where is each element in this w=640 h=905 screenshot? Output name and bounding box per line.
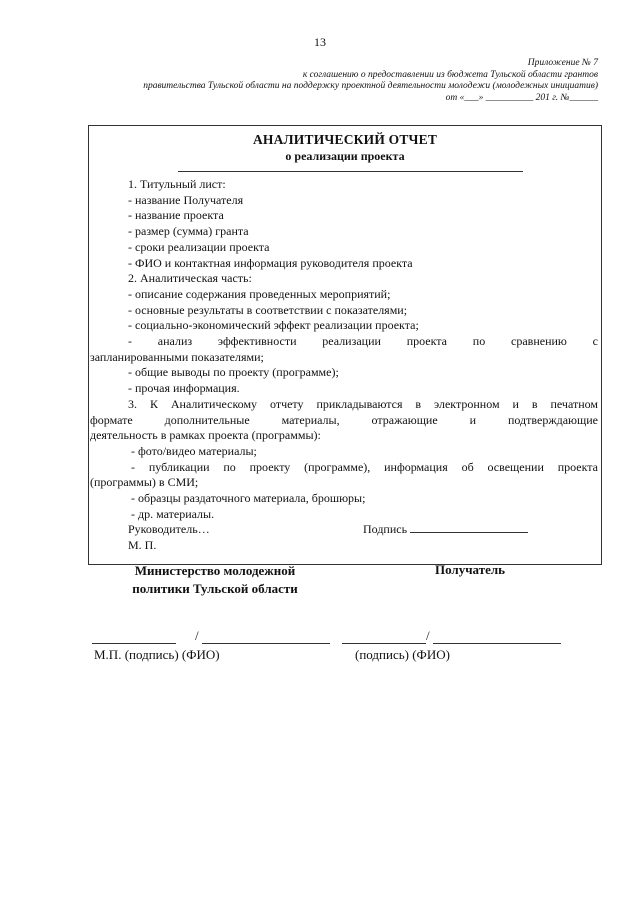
report-subtitle: о реализации проекта — [285, 149, 405, 163]
list-item: - др. материалы. — [131, 506, 215, 521]
list-item: - сроки реализации проекта — [128, 239, 270, 254]
section-attachments-continued: деятельность в рамках проекта (программы): — [90, 428, 321, 443]
list-item: - основные результаты в соответствии с показателями; — [128, 302, 408, 317]
list-item: - прочая информация. — [128, 381, 240, 396]
ministry-party — [100, 562, 330, 598]
recipient-signature-line — [342, 643, 426, 644]
ministry-name-line-1: Министерство молодежной — [134, 563, 296, 578]
list-item: - образцы раздаточного материала, брошюры; — [131, 491, 366, 506]
page-number: 13 — [314, 35, 326, 49]
signature-line — [410, 522, 528, 533]
signature-field — [363, 522, 598, 538]
list-item: - анализ эффективности реализации проекта по сравнению с — [128, 334, 598, 349]
ministry-name-line-2: политики Тульской области — [132, 581, 298, 596]
list-item: - фото/видео материалы; — [131, 443, 257, 458]
recipient-signature-caption: (подпись) (ФИО) — [355, 647, 450, 662]
leader-label: Руководитель… — [128, 522, 210, 537]
section-attachments-continued: формате дополнительные материалы, отражающие и подтверждающие — [90, 412, 598, 427]
list-item: - описание содержания проведенных мероприятий; — [128, 286, 391, 301]
list-item: - размер (сумма) гранта — [128, 224, 249, 239]
report-body — [90, 177, 598, 554]
ministry-name-line — [202, 643, 330, 644]
recipient-party: Получатель — [434, 562, 506, 577]
leader-signature-row — [90, 522, 598, 538]
report-title: АНАЛИТИЧЕСКИЙ ОТЧЕТ — [252, 132, 438, 147]
signature-label: Подпись — [363, 522, 408, 537]
title-divider — [178, 171, 523, 172]
ministry-slash: / — [195, 628, 199, 643]
list-item: - общие выводы по проекту (программе); — [128, 365, 339, 380]
stamp-label: М. П. — [128, 538, 157, 553]
section-title-page: 1. Титульный лист: — [128, 177, 226, 191]
recipient-slash: / — [426, 628, 430, 643]
list-item-continuation: запланированными показателями; — [90, 349, 264, 364]
annex-line-3: от «___» __________ 201 г. №______ — [445, 92, 598, 103]
annex-title: Приложение № 7 — [527, 58, 598, 68]
section-analytical: 2. Аналитическая часть: — [128, 271, 252, 286]
recipient-name-line — [433, 643, 561, 644]
ministry-signature-line — [92, 643, 176, 644]
list-item: - название проекта — [128, 208, 224, 223]
annex-line-2: правительства Тульской области на поддержку проектной деятельности молодежи (молодежных инициатив) — [143, 81, 598, 91]
annex-line-1: к соглашению о предоставлении из бюджета Тульской области грантов — [302, 69, 598, 80]
list-item: - ФИО и контактная информация руководителя проекта — [128, 255, 413, 270]
ministry-signature-caption: М.П. (подпись) (ФИО) — [94, 647, 220, 662]
list-item: - название Получателя — [128, 192, 244, 207]
list-item-continuation: (программы) в СМИ; — [90, 475, 199, 490]
annex-header — [143, 58, 598, 104]
list-item: - социально-экономический эффект реализации проекта; — [128, 318, 419, 333]
list-item: - публикации по проекту (программе), информация об освещении проекта — [131, 459, 598, 474]
section-attachments: 3. К Аналитическому отчету прикладываются в электронном и в печатном — [128, 396, 598, 411]
